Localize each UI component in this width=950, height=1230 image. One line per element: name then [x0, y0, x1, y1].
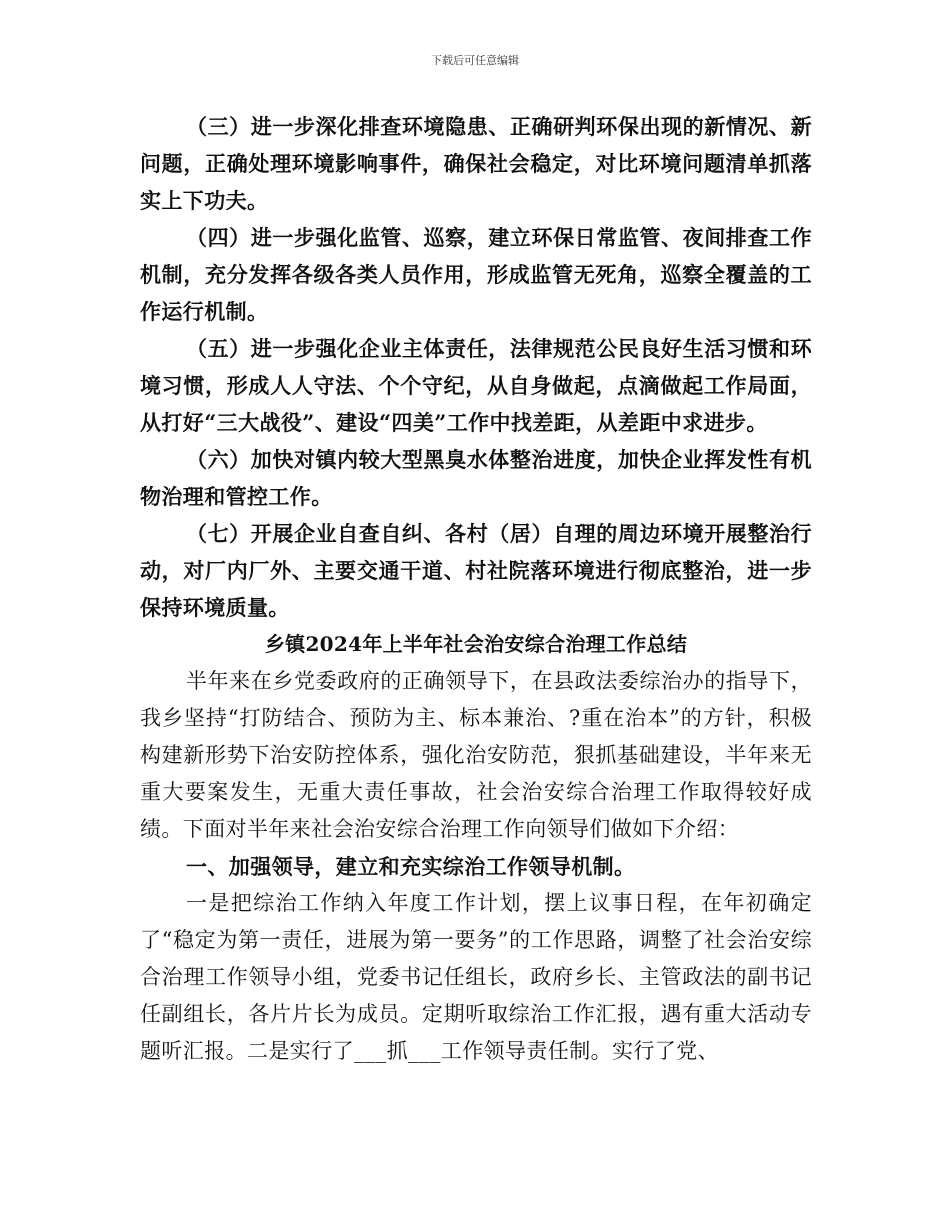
paragraph-item-6: （六）加快对镇内较大型黑臭水体整治进度，加快企业挥发性有机物治理和管控工作。: [140, 447, 812, 509]
page-header: [0, 52, 950, 68]
section-body-1: 一是把综治工作纳入年度工作计划，摆上议事日程，在年初确定了“稳定为第一责任，进展为第一要务”的工作思路，调整了社会治安综合治理工作领导小组，党委书记任组长，政府乡长、主管政法的副书记任副组长，各片片长为成员。定期听取综治工作汇报，遇有重大活动专题听汇报。二是实行了___抓___工作领导责任制。实行了党、: [140, 891, 812, 1063]
header-text: 下载后可任意编辑: [431, 54, 519, 67]
paragraph-item-5: （五）进一步强化企业主体责任，法律规范公民良好生活习惯和环境习惯，形成人人守法、个个守纪，从自身做起，点滴做起工作局面，从打好“三大战役”、建设“四美”工作中找差距，从差距中求进步。: [140, 336, 812, 435]
paragraph-item-3: （三）进一步深化排查环境隐患、正确研判环保出现的新情况、新问题，正确处理环境影响事件，确保社会稳定，对比环境问题清单抓落实上下功夫。: [140, 114, 812, 213]
paragraph-item-7: （七）开展企业自查自纠、各村（居）自理的周边环境开展整治行动，对厂内厂外、主要交通干道、村社院落环境进行彻底整治，进一步保持环境质量。: [140, 521, 812, 620]
document-title: 乡镇2024年上半年社会治安综合治理工作总结: [264, 632, 688, 656]
document-body: [140, 108, 812, 1070]
intro-paragraph: 半年来在乡党委政府的正确领导下，在县政法委综治办的指导下，我乡坚持“打防结合、预防为主、标本兼治、?重在治本”的方针，积极构建新形势下治安防控体系，强化治安防范，狠抓基础建设，半年来无重大要案发生，无重大责任事故，社会治安综合治理工作取得较好成绩。下面对半年来社会治安综合治理工作向领导们做如下介绍：: [140, 669, 812, 841]
section-heading-1: 一、加强领导，建立和充实综治工作领导机制。: [186, 854, 636, 879]
paragraph-item-4: （四）进一步强化监管、巡察，建立环保日常监管、夜间排查工作机制，充分发挥各级各类人员作用，形成监管无死角，巡察全覆盖的工作运行机制。: [140, 225, 812, 324]
